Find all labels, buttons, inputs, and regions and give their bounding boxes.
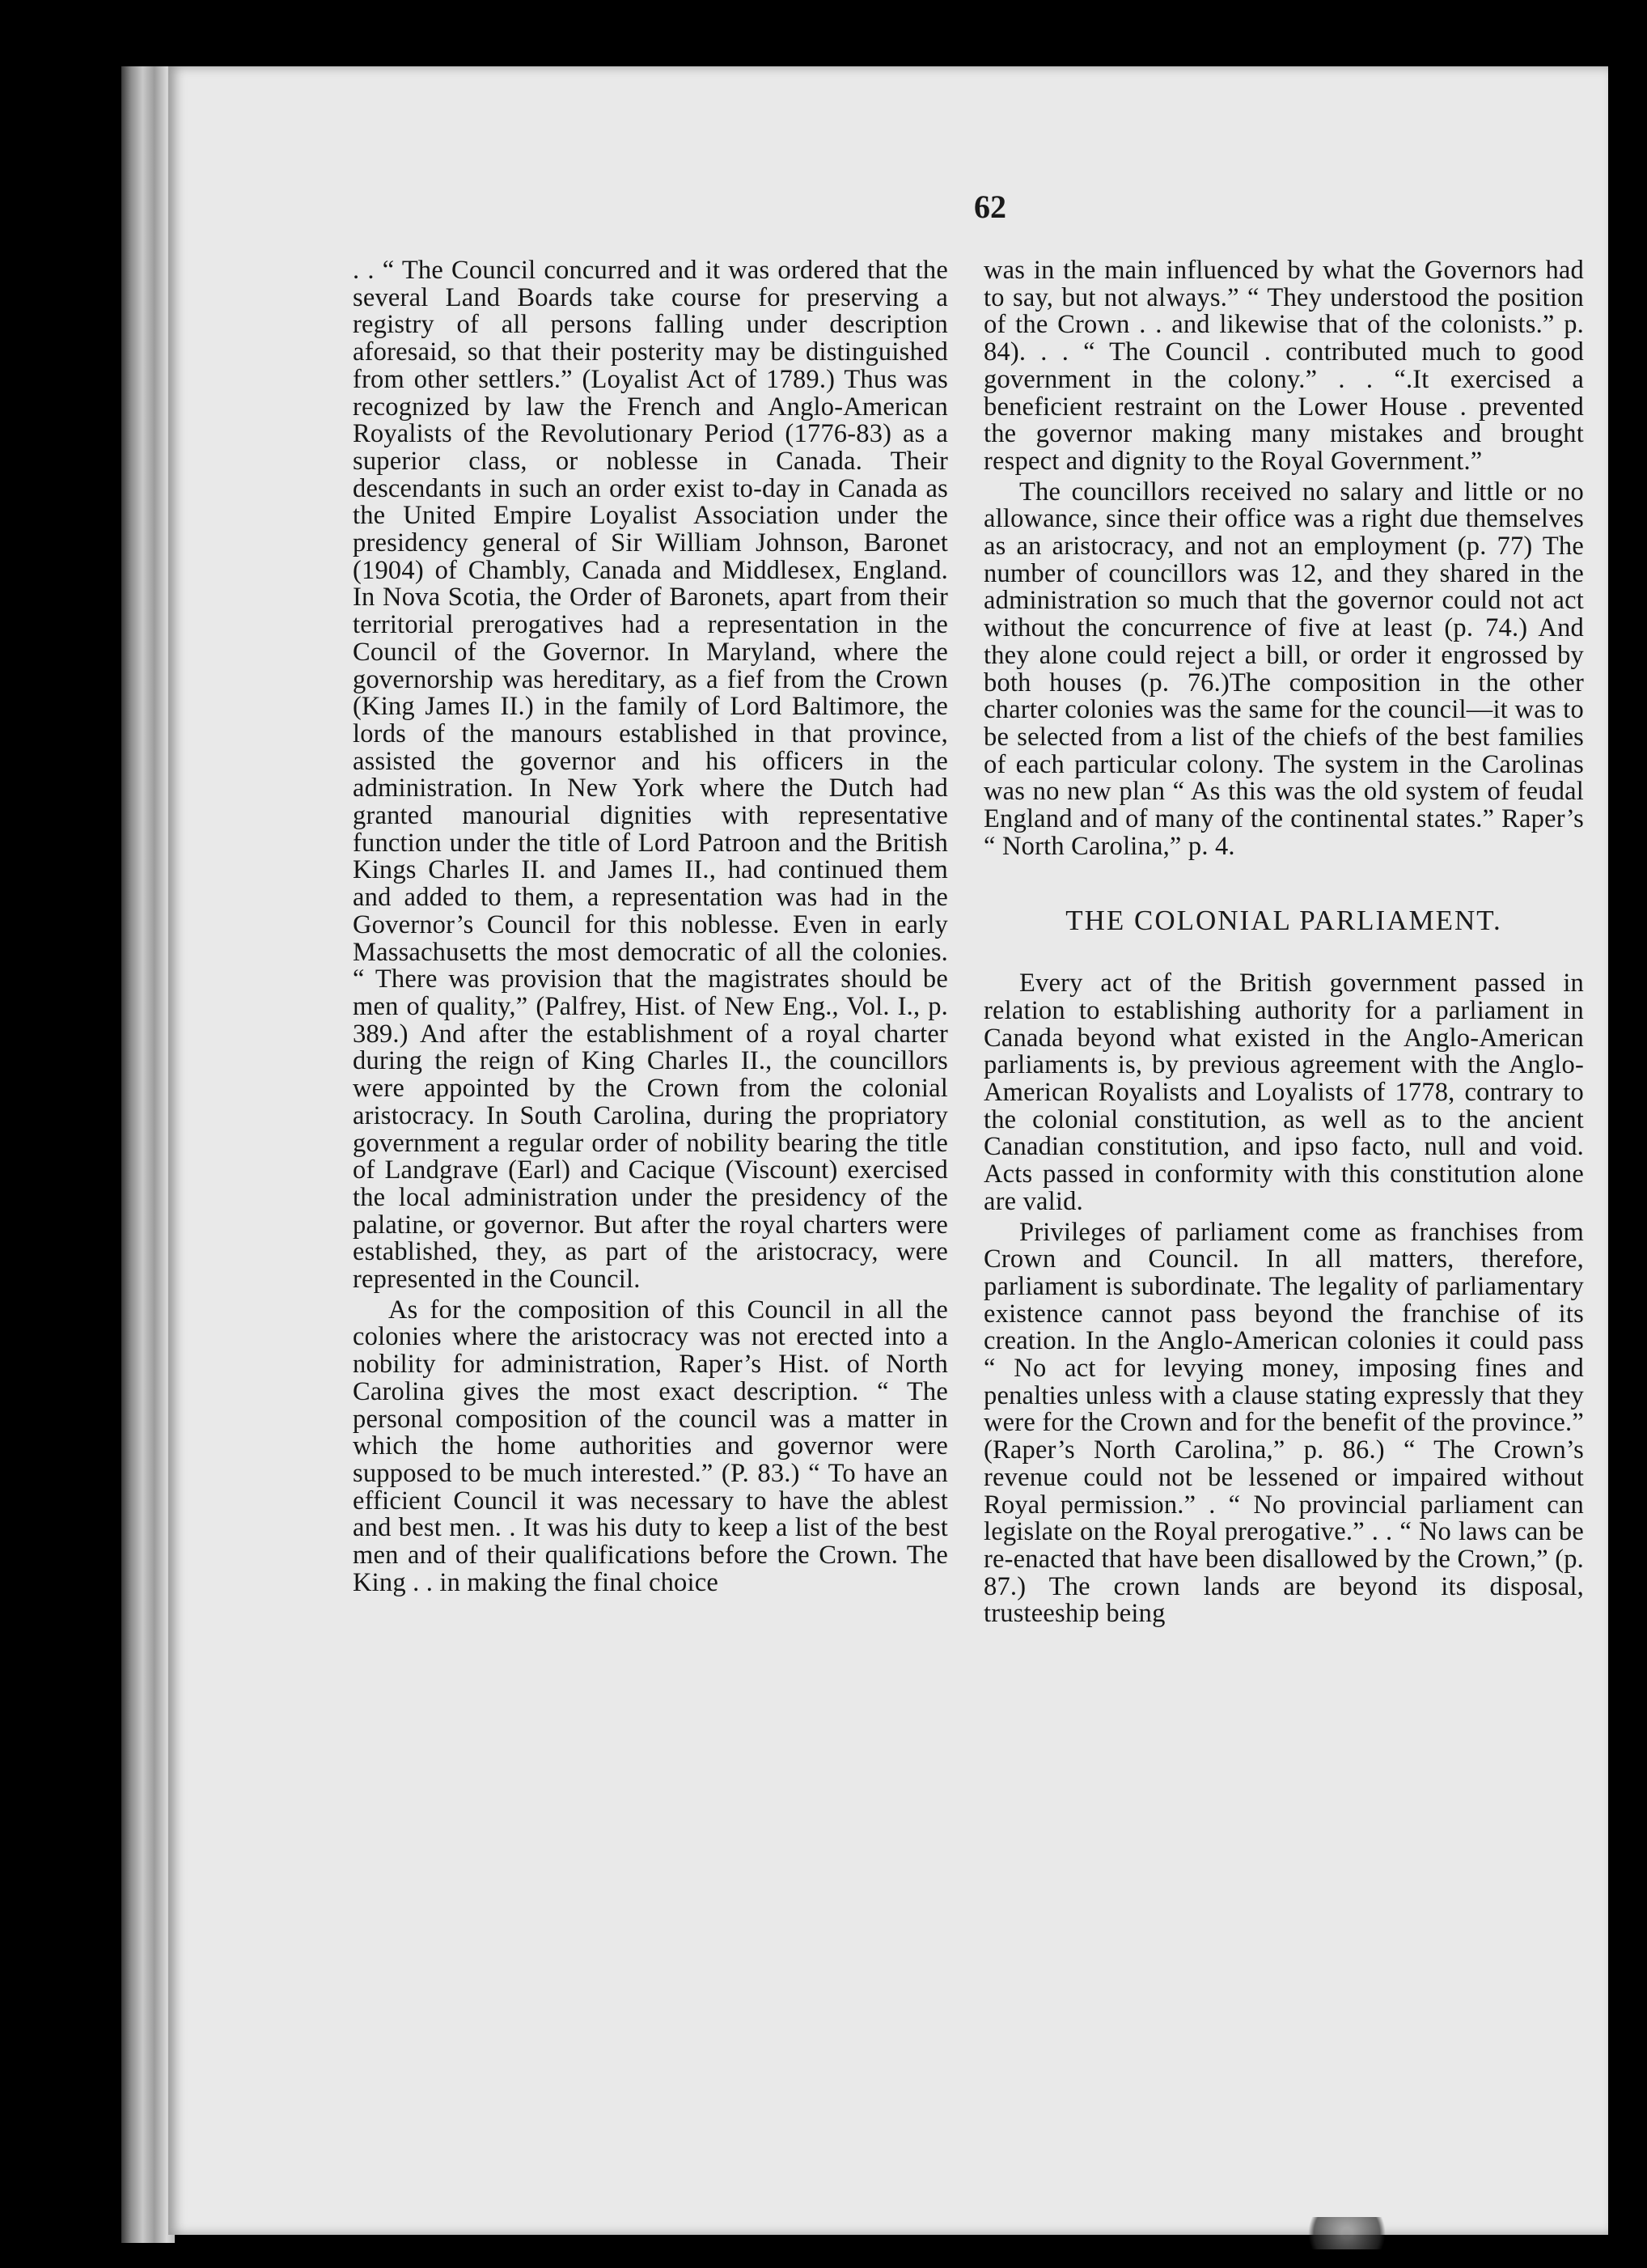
left-text-column [353, 257, 948, 1596]
right-paragraph-1: was in the main influenced by what the Governors had to say, but not always.” “ They understood the position of the Crown . . and likewise that of the colonists.” p. 84). . . “ The Council . contributed much to good government in the colony.” . . “.It exercised a beneficient restraint on the Lower House . prevented the governor making many mistakes and brought respect and dignity to the Royal Government.” [984, 256, 1584, 476]
left-paragraph-2: As for the composition of this Council in all the colonies where the aristocracy was not erected into a nobility for administration, Raper’s Hist. of North Carolina gives the most exact description. “ The personal composition of the council was a matter in which the home authorities and governor were supposed to be much interested.” (P. 83.) “ To have an efficient Council it was necessary to have the ablest and best men. . It was his duty to keep a list of the best men and of their qualifications before the Crown. The King . . in making the final choice [353, 1295, 948, 1597]
right-text-column [984, 257, 1584, 1628]
page-number: 62 [974, 189, 1006, 225]
section-paragraph-1: Every act of the British government passed in relation to establishing authority for a parliament in Canada beyond what existed in the Anglo-American parliaments is, by previous agreement with the Anglo-American Royalists and Loyalists of 1778, contrary to the colonial constitution, as well as to the ancient Canadian constitution, and ipso facto, null and void. Acts passed in conformity with this constitution alone are valid. [984, 969, 1584, 1216]
section-paragraph-2: Privileges of parliament come as franchises from Crown and Council. In all matters, therefore, parliament is subordinate. The legality of parliamentary existence cannot pass beyond the franchise of its creation. In the Anglo-American colonies it could pass “ No act for levying money, imposing fines and penalties unless with a clause stating expressly that they were for the Crown and for the benefit of the province.” (Raper’s North Carolina,” p. 86.) “ The Crown’s revenue could not be lessened or impaired without Royal permission.” . “ No provincial parliament can legislate on the Royal prerogative.” . . “ No laws can be re-enacted that have been disallowed by the Crown,” (p. 87.) The crown lands are beyond its disposal, trusteeship being [984, 1217, 1584, 1629]
scan-artifact [1294, 2217, 1399, 2249]
right-paragraph-2: The councillors received no salary and little or no allowance, since their office was a right due themselves as an aristocracy, and not an employment (p. 77) The number of councillors was 12, and they shared in the administration so much that the governor could not act without the concurrence of five at least (p. 74.) And they alone could reject a bill, or order it engrossed by both houses (p. 76.)The composition in the other charter colonies was the same for the council—it was to be selected from a list of the chiefs of the best families of each particular colony. The system in the Carolinas was no new plan “ As this was the old system of feudal England and of many of the continental states.” Raper’s “ North Carolina,” p. 4. [984, 477, 1584, 861]
section-heading: THE COLONIAL PARLIAMENT. [1065, 905, 1502, 937]
book-binding-edge [121, 66, 175, 2243]
left-paragraph-1: . . “ The Council concurred and it was ordered that the several Land Boards take course for preserving a registry of all persons falling under description aforesaid, so that their posterity may be distinguished from other settlers.” (Loyalist Act of 1789.) Thus was recognized by law the French and Anglo-American Royalists of the Revolutionary Period (1776-83) as a superior class, or noblesse in Canada. Their descendants in such an order exist to-day in Canada as the United Empire Loyalist Association under the presidency general of Sir William Johnson, Baronet (1904) of Chambly, Canada and Middlesex, England. In Nova Scotia, the Order of Baronets, apart from their territorial prerogatives had a representation in the Council of the Governor. In Maryland, where the governorship was hereditary, as a fief from the Crown (King James II.) in the family of Lord Baltimore, the lords of the manours established in that province, assisted the governor and his officers in the administration. In New York where the Dutch had granted manourial dignities with representative function under the title of Lord Patroon and the British Kings Charles II. and James II., had continued them and added to them, a representation was had in the Governor’s Council for this noblesse. Even in early Massachusetts the most democratic of all the colonies. “ There was provision that the magistrates should be men of quality,” (Palfrey, Hist. of New Eng., Vol. I., p. 389.) And after the establishment of a royal charter during the reign of King Charles II., the councillors were appointed by the Crown from the colonial aristocracy. In South Carolina, during the propriatory government a regular order of nobility bearing the title of Landgrave (Earl) and Cacique (Viscount) exercised the local administration under the presidency of the palatine, or governor. But after the royal charters were established, they, as part of the aristocracy, were represented in the Council. [353, 256, 948, 1295]
